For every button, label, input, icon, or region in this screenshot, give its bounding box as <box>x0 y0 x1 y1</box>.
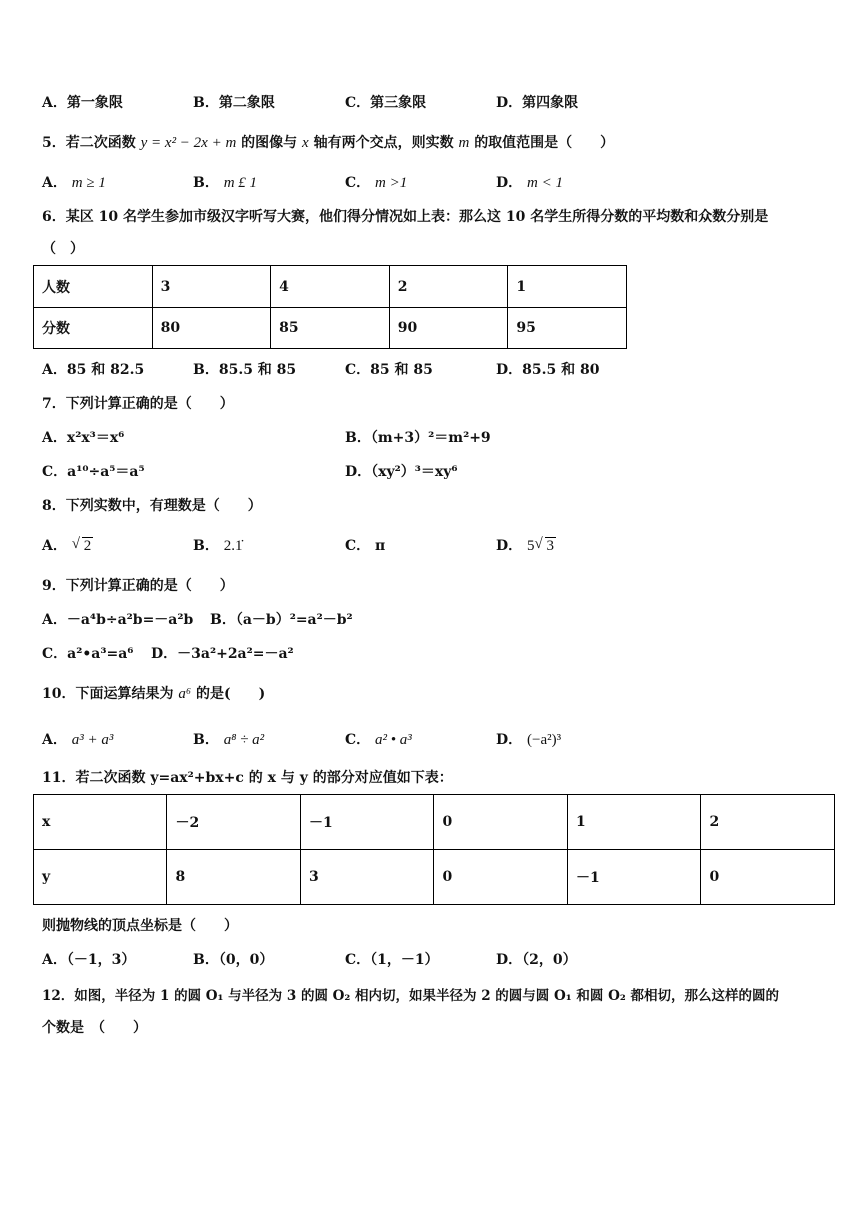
q9-option-c: C．a²•a³=a⁶ <box>42 646 134 662</box>
q8-option-b-value: 2.1̇ <box>223 538 243 554</box>
q10-option-c <box>345 729 412 749</box>
table-cell: －1 <box>300 795 434 850</box>
table-cell: 2 <box>701 795 835 850</box>
q6-option-b: B．85.5 和 85 <box>193 362 297 378</box>
q10-option-d-label: D． <box>496 732 523 748</box>
q6-table-row-count <box>34 266 627 308</box>
table-cell: 3 <box>152 266 271 308</box>
q8-option-d-label: D． <box>496 538 523 554</box>
q7-option-a: A．x²x³＝x⁶ <box>42 430 125 446</box>
table-cell: －2 <box>167 795 301 850</box>
table-cell: 4 <box>271 266 390 308</box>
q5-option-a <box>42 172 106 192</box>
q12-stem-line2: 个数是 （ ） <box>42 1020 147 1036</box>
q7-stem: 7．下列计算正确的是（ ） <box>42 396 234 412</box>
table-cell: 分数 <box>34 308 153 349</box>
table-cell: 0 <box>701 850 835 905</box>
table-cell: 90 <box>389 308 508 349</box>
q6-stem-line1: 6．某区 10 名学生参加市级汉字听写大赛，他们得分情况如上表：那么这 10 名学生所得分数的平均数和众数分别是 <box>42 209 769 225</box>
q5-prefix: 5．若二次函数 <box>42 135 136 151</box>
q10-stem-expr: a⁶ <box>178 686 192 702</box>
q8-option-d-radicand: 3 <box>546 538 555 554</box>
q10-option-d <box>496 729 561 749</box>
q5-option-d-label: D． <box>496 175 523 191</box>
q10-option-a <box>42 729 113 749</box>
q8-stem: 8．下列实数中，有理数是（ ） <box>42 498 262 514</box>
q5-option-b-label: B． <box>193 175 219 191</box>
q10-option-d-expr: (−a²)³ <box>527 732 562 748</box>
q8-option-c-value: π <box>375 538 386 554</box>
q5-option-a-expr: m ≥ 1 <box>71 175 106 191</box>
q8-option-b <box>193 535 242 555</box>
q11-stem: 11．若二次函数 y=ax²+bx+c 的 x 与 y 的部分对应值如下表： <box>42 770 453 786</box>
q10-option-c-label: C． <box>345 732 371 748</box>
q10-option-a-label: A． <box>42 732 67 748</box>
q9-stem: 9．下列计算正确的是（ ） <box>42 578 234 594</box>
q5-option-a-label: A． <box>42 175 67 191</box>
q6-option-a: A．85 和 82.5 <box>42 362 145 378</box>
q12-stem-line1: 12．如图，半径为 1 的圆 O₁ 与半径为 3 的圆 O₂ 相内切，如果半径为 2 的圆与圆 O₁ 和圆 O₂ 都相切，那么这样的圆的 <box>42 988 779 1004</box>
q9-option-a: A．－a⁴b÷a²b=－a²b <box>42 612 194 628</box>
q5-option-b <box>193 172 257 192</box>
q10-option-b-label: B． <box>193 732 219 748</box>
table-cell: 0 <box>434 850 567 905</box>
q11-table-row-x <box>34 795 835 850</box>
q5-option-c-label: C． <box>345 175 371 191</box>
sqrt-icon: √ 3 <box>534 536 555 554</box>
table-cell: 8 <box>167 850 301 905</box>
sqrt-icon: √ 2 <box>71 536 92 554</box>
q5-option-c <box>345 172 407 192</box>
q10-stem <box>42 683 265 703</box>
table-cell: 0 <box>434 795 567 850</box>
q6-option-d: D．85.5 和 80 <box>496 362 600 378</box>
q11-option-d: D．（2，0） <box>496 952 577 968</box>
q9-option-d: D．－3a²+2a²=－a² <box>151 646 294 662</box>
table-cell: 1 <box>508 266 627 308</box>
q8-option-a-label: A． <box>42 538 67 554</box>
q8-option-d-coefficient: 5 <box>527 538 535 554</box>
q4-option-c: C．第三象限 <box>345 95 427 111</box>
q7-option-b: B．（m+3）²＝m²+9 <box>345 430 491 446</box>
q6-table <box>33 265 627 349</box>
q4-option-b: B．第二象限 <box>193 95 275 111</box>
q5-stem <box>42 132 614 152</box>
q10-option-a-expr: a³ + a³ <box>71 732 114 748</box>
q8-option-a <box>42 535 93 555</box>
q5-x-variable: x <box>302 135 309 151</box>
q5-function: y = x² − 2x + m <box>140 135 237 151</box>
q6-stem-line2: （ ） <box>42 241 84 257</box>
q11-table-row-y <box>34 850 835 905</box>
q10-stem-prefix: 10．下面运算结果为 <box>42 686 174 702</box>
q11-option-a: A．（－1，3） <box>42 952 136 968</box>
q10-option-b-expr: a⁸ ÷ a² <box>223 732 265 748</box>
table-cell: 人数 <box>34 266 153 308</box>
q11-table <box>33 794 835 905</box>
q5-option-b-expr: m £ 1 <box>223 175 258 191</box>
q10-option-c-expr: a² • a³ <box>375 732 412 748</box>
q8-option-a-radicand: 2 <box>83 538 92 554</box>
q8-option-b-label: B． <box>193 538 219 554</box>
table-cell: 95 <box>508 308 627 349</box>
q4-option-d: D．第四象限 <box>496 95 579 111</box>
q6-option-c: C．85 和 85 <box>345 362 433 378</box>
table-cell: 2 <box>389 266 508 308</box>
q5-option-d-expr: m < 1 <box>527 175 563 191</box>
q6-table-row-score <box>34 308 627 349</box>
q11-option-b: B．（0，0） <box>193 952 274 968</box>
q9-option-b: B．（a－b）²=a²－b² <box>210 612 353 628</box>
q5-middle2: 轴有两个交点，则实数 <box>313 135 454 151</box>
q7-option-c: C．a¹⁰÷a⁵＝a⁵ <box>42 464 145 480</box>
table-cell: －1 <box>567 850 701 905</box>
q8-option-c <box>345 535 385 555</box>
q5-option-d <box>496 172 563 192</box>
table-cell: 80 <box>152 308 271 349</box>
q10-stem-suffix: 的是( ) <box>195 686 266 702</box>
table-cell: 85 <box>271 308 390 349</box>
table-cell: 3 <box>300 850 434 905</box>
q5-m-variable: m <box>458 135 470 151</box>
q10-option-b <box>193 729 264 749</box>
q5-middle: 的图像与 <box>241 135 298 151</box>
q7-option-d: D．（xy²）³＝xy⁶ <box>345 464 458 480</box>
table-cell: 1 <box>567 795 701 850</box>
table-cell: y <box>34 850 167 905</box>
table-cell: x <box>34 795 167 850</box>
q11-option-c: C．（1，－1） <box>345 952 439 968</box>
q8-option-d <box>496 535 556 555</box>
q8-option-c-label: C． <box>345 538 371 554</box>
q5-suffix: 的取值范围是（ ） <box>474 135 615 151</box>
q4-option-a: A．第一象限 <box>42 95 123 111</box>
q11-follow-up: 则抛物线的顶点坐标是（ ） <box>42 918 238 934</box>
q5-option-c-expr: m >1 <box>375 175 408 191</box>
